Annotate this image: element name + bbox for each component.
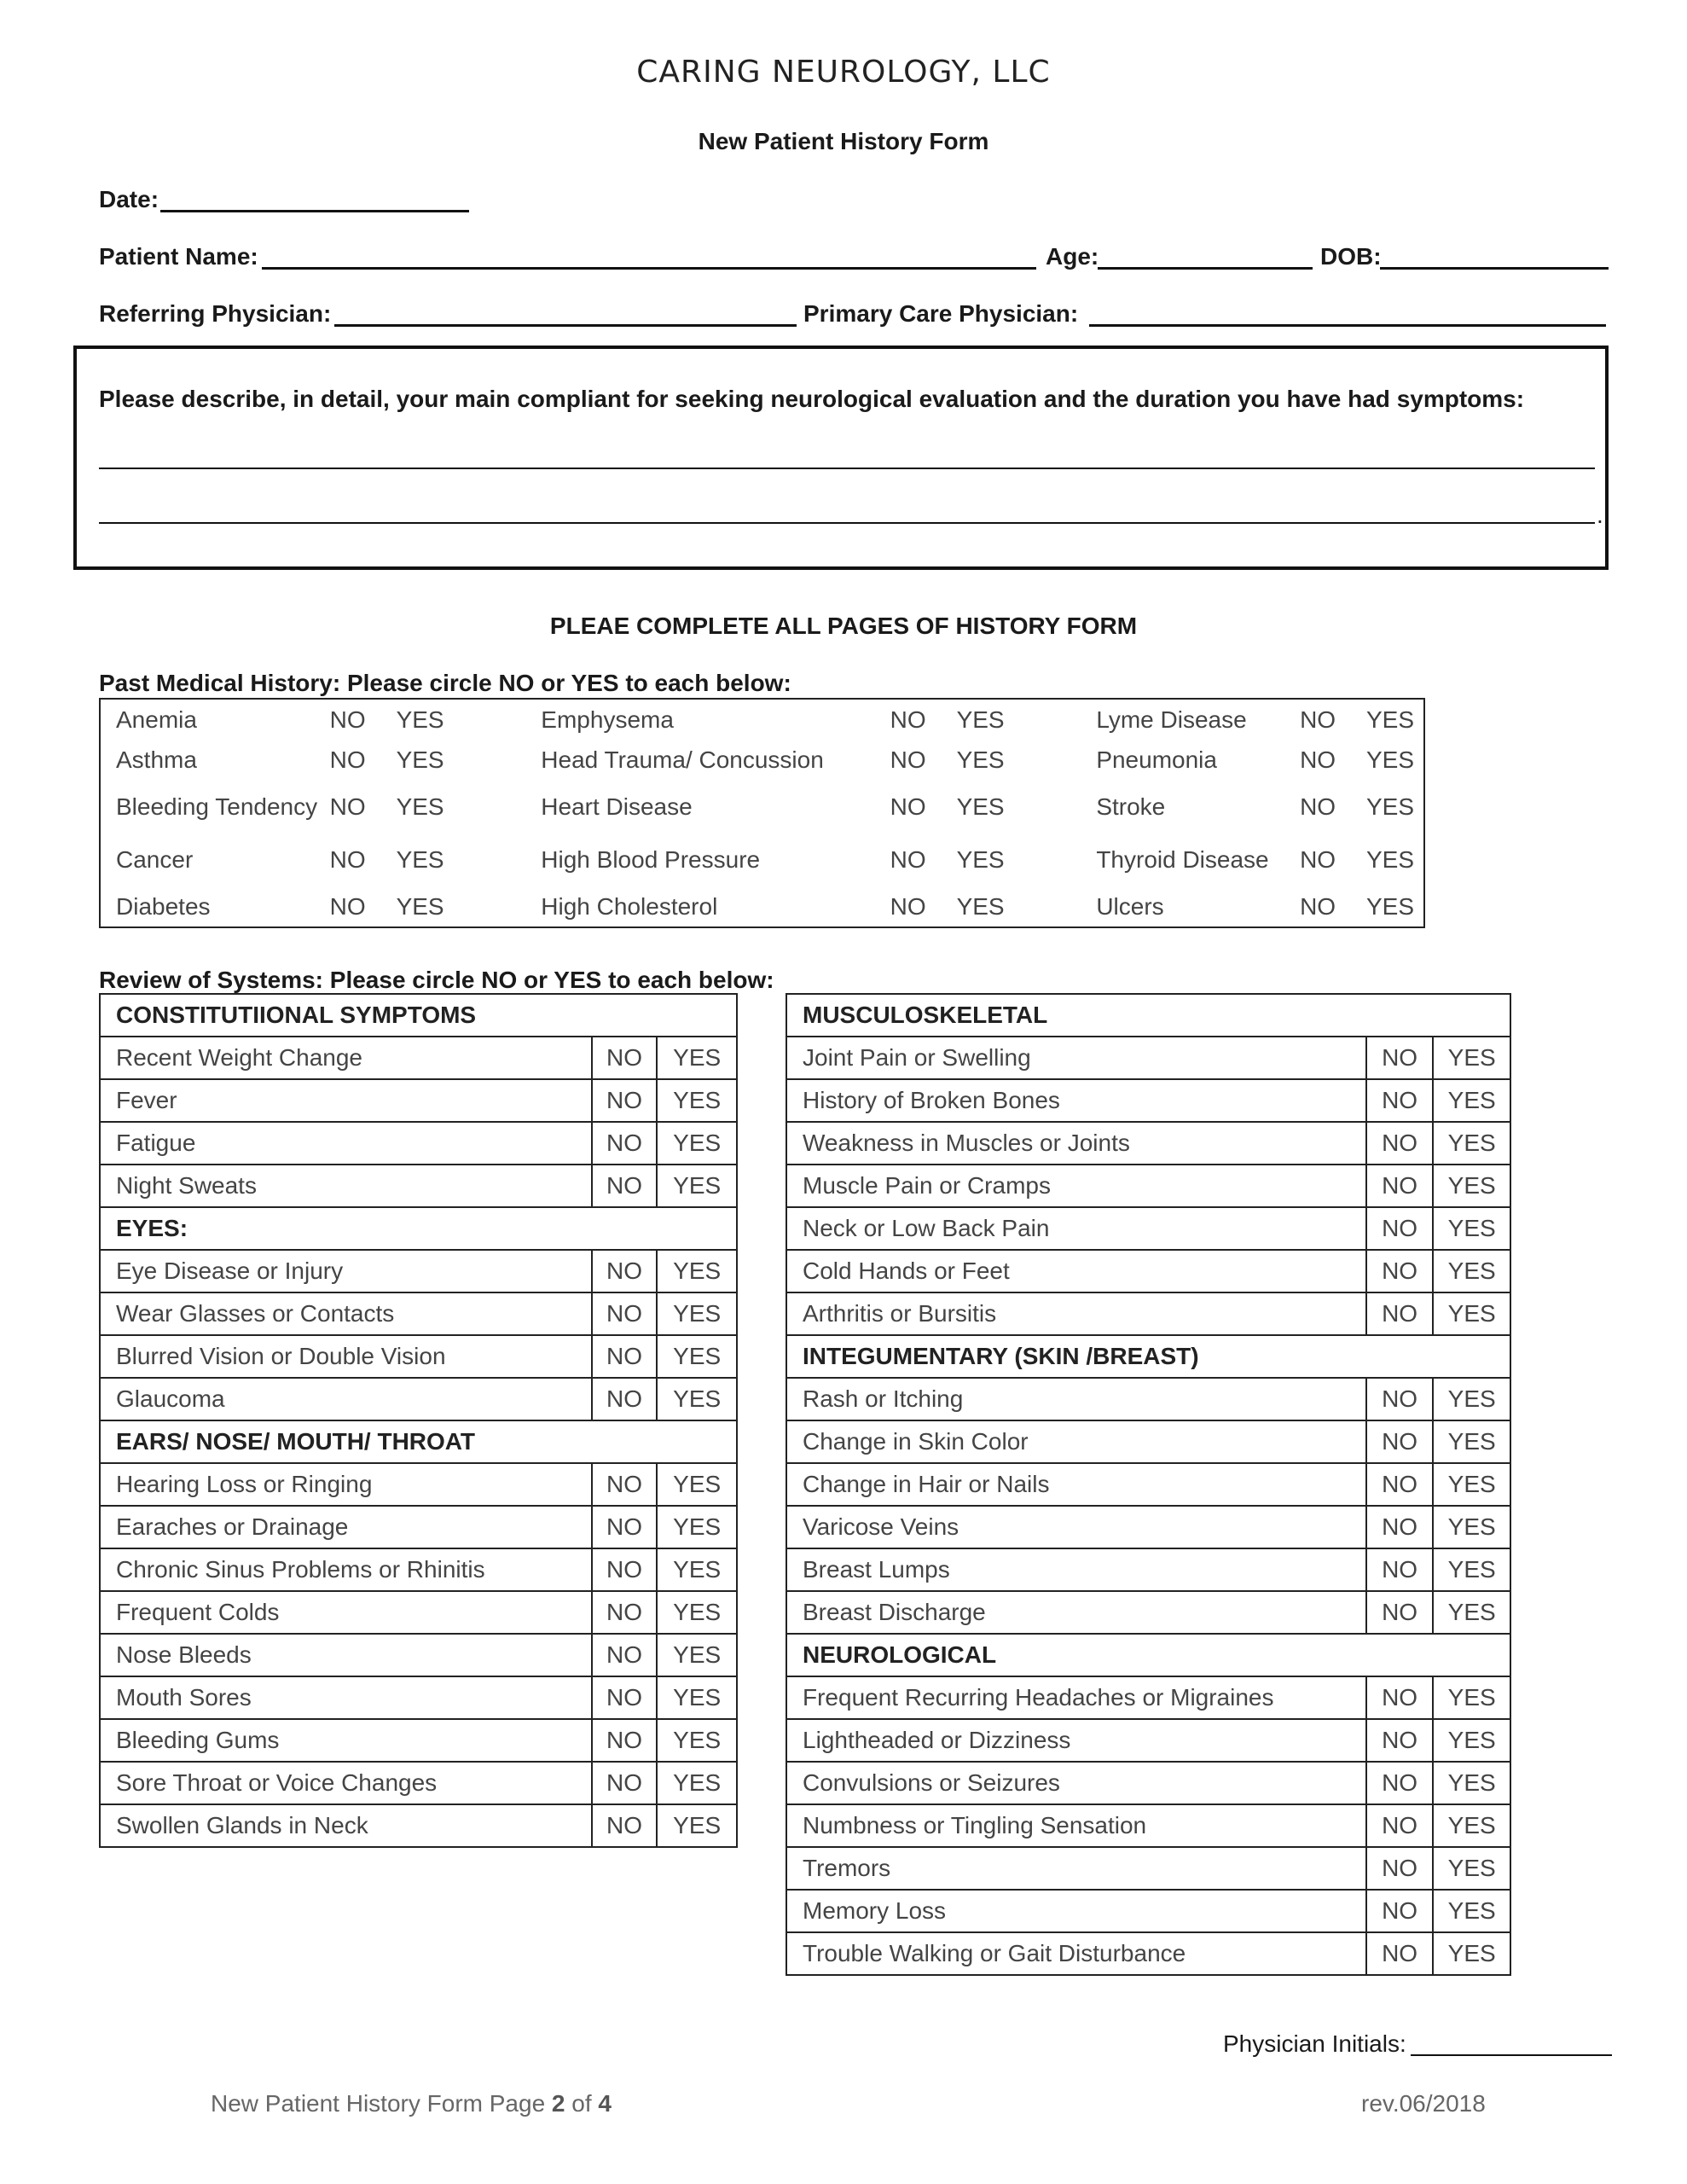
date-label: Date: xyxy=(99,186,159,212)
no-option[interactable]: NO xyxy=(329,846,366,873)
ros-row xyxy=(100,1079,737,1122)
ros-symptom-label: Chronic Sinus Problems or Rhinitis xyxy=(100,1548,592,1591)
yes-option[interactable]: YES xyxy=(1433,1548,1510,1591)
complaint-line-2[interactable] xyxy=(99,522,1595,524)
past-medical-history-title: Past Medical History: Please circle NO or YES to each below: xyxy=(99,670,791,696)
no-option[interactable]: NO xyxy=(1300,892,1336,920)
yes-option[interactable]: YES xyxy=(657,1378,737,1420)
ros-row xyxy=(100,1548,737,1591)
ros-row xyxy=(100,1037,737,1079)
ros-symptom-label: Nose Bleeds xyxy=(100,1634,592,1676)
ros-section-header: EARS/ NOSE/ MOUTH/ THROAT xyxy=(100,1420,737,1463)
pmh-row xyxy=(100,886,1424,927)
patient-name-label: Patient Name: xyxy=(99,243,258,270)
pmh-condition-label: Asthma xyxy=(116,746,197,773)
ros-row xyxy=(786,1165,1510,1207)
no-option[interactable]: NO xyxy=(329,793,366,820)
ros-symptom-label: Tremors xyxy=(786,1847,1366,1890)
ros-symptom-label: Change in Skin Color xyxy=(786,1420,1366,1463)
ros-symptom-label: Trouble Walking or Gait Disturbance xyxy=(786,1932,1366,1975)
pmh-condition-label: Pneumonia xyxy=(1096,746,1217,773)
yes-option[interactable]: YES xyxy=(657,1591,737,1634)
no-option[interactable]: NO xyxy=(1300,846,1336,873)
date-field[interactable] xyxy=(160,210,469,212)
yes-option[interactable]: YES xyxy=(1433,1463,1510,1506)
referring-physician-label: Referring Physician: xyxy=(99,300,332,327)
ros-symptom-label: Arthritis or Bursitis xyxy=(786,1292,1366,1335)
yes-option[interactable]: YES xyxy=(1433,1165,1510,1207)
pmh-condition-label: Thyroid Disease xyxy=(1096,846,1269,873)
ros-row xyxy=(100,1292,737,1335)
no-option[interactable]: NO xyxy=(1366,1890,1434,1932)
ros-symptom-label: Neck or Low Back Pain xyxy=(786,1207,1366,1250)
yes-option[interactable]: YES xyxy=(1365,892,1414,920)
ros-symptom-label: Lightheaded or Dizziness xyxy=(786,1719,1366,1762)
ros-symptom-label: Mouth Sores xyxy=(100,1676,592,1719)
ros-symptom-label: History of Broken Bones xyxy=(786,1079,1366,1122)
ros-left-table xyxy=(99,993,738,1848)
yes-option[interactable]: YES xyxy=(1433,1292,1510,1335)
ros-row xyxy=(786,1506,1510,1548)
ros-row xyxy=(786,1037,1510,1079)
age-field[interactable] xyxy=(1098,267,1313,270)
no-option[interactable]: NO xyxy=(329,746,366,773)
ros-symptom-label: Convulsions or Seizures xyxy=(786,1762,1366,1804)
ros-section-row xyxy=(100,1207,737,1250)
physician-initials-label: Physician Initials: xyxy=(1223,2030,1406,2057)
dob-label: DOB: xyxy=(1320,243,1382,270)
patient-name-field[interactable] xyxy=(262,267,1036,270)
dob-field[interactable] xyxy=(1380,267,1609,270)
yes-option[interactable]: YES xyxy=(396,746,444,773)
yes-option[interactable]: YES xyxy=(657,1804,737,1847)
complaint-line-1[interactable] xyxy=(99,468,1595,469)
page-footer: New Patient History Form Page 2 of 4 xyxy=(211,2090,612,2117)
pmh-condition-label: Bleeding Tendency xyxy=(116,793,318,820)
ros-row xyxy=(786,1292,1510,1335)
yes-option[interactable]: YES xyxy=(1365,793,1414,820)
ros-symptom-label: Fever xyxy=(100,1079,592,1122)
pmh-condition-label: High Blood Pressure xyxy=(541,846,761,873)
pmh-row xyxy=(100,740,1424,781)
ros-symptom-label: Swollen Glands in Neck xyxy=(100,1804,592,1847)
ros-section-header: EYES: xyxy=(100,1207,737,1250)
primary-care-physician-field[interactable] xyxy=(1089,324,1606,327)
complaint-end-mark: . xyxy=(1597,502,1603,528)
no-option[interactable]: NO xyxy=(1366,1079,1434,1122)
no-option[interactable]: NO xyxy=(1366,1804,1434,1847)
ros-row xyxy=(786,1250,1510,1292)
no-option[interactable]: NO xyxy=(1366,1847,1434,1890)
ros-row xyxy=(100,1634,737,1676)
review-of-systems-title: Review of Systems: Please circle NO or YES to each below: xyxy=(99,967,774,993)
ros-row xyxy=(786,1804,1510,1847)
ros-section-row xyxy=(786,994,1510,1037)
yes-option[interactable]: YES xyxy=(1433,1506,1510,1548)
ros-section-row xyxy=(100,994,737,1037)
yes-option[interactable]: YES xyxy=(396,892,444,920)
ros-row xyxy=(100,1335,737,1378)
complete-all-pages-notice: PLEAE COMPLETE ALL PAGES OF HISTORY FORM xyxy=(549,613,1138,639)
no-option[interactable]: NO xyxy=(592,1250,658,1292)
ros-row xyxy=(100,1804,737,1847)
no-option[interactable]: NO xyxy=(1366,1548,1434,1591)
ros-symptom-label: Varicose Veins xyxy=(786,1506,1366,1548)
no-option[interactable]: NO xyxy=(592,1292,658,1335)
no-option[interactable]: NO xyxy=(1366,1676,1434,1719)
yes-option[interactable]: YES xyxy=(1433,1847,1510,1890)
no-option[interactable]: NO xyxy=(592,1122,658,1165)
pmh-row xyxy=(100,699,1424,740)
no-option[interactable]: NO xyxy=(329,892,366,920)
ros-symptom-label: Hearing Loss or Ringing xyxy=(100,1463,592,1506)
ros-symptom-label: Rash or Itching xyxy=(786,1378,1366,1420)
no-option[interactable]: NO xyxy=(1366,1122,1434,1165)
no-option[interactable]: NO xyxy=(1366,1762,1434,1804)
yes-option[interactable]: YES xyxy=(1433,1719,1510,1762)
no-option[interactable]: NO xyxy=(1366,1463,1434,1506)
yes-option[interactable]: YES xyxy=(1365,746,1414,773)
yes-option[interactable]: YES xyxy=(657,1335,737,1378)
yes-option[interactable]: YES xyxy=(657,1037,737,1079)
ros-row xyxy=(786,1932,1510,1975)
physician-initials-field[interactable] xyxy=(1411,2054,1612,2056)
ros-row xyxy=(100,1165,737,1207)
no-option[interactable]: NO xyxy=(1366,1165,1434,1207)
ros-section-header: MUSCULOSKELETAL xyxy=(786,994,1510,1037)
ros-symptom-label: Recent Weight Change xyxy=(100,1037,592,1079)
complaint-box xyxy=(73,346,1609,570)
yes-option[interactable]: YES xyxy=(1433,1207,1510,1250)
revision-label: rev.06/2018 xyxy=(1361,2090,1486,2117)
yes-option[interactable]: YES xyxy=(1433,1420,1510,1463)
yes-option[interactable]: YES xyxy=(1433,1804,1510,1847)
ros-symptom-label: Frequent Recurring Headaches or Migraines xyxy=(786,1676,1366,1719)
ros-row xyxy=(786,1676,1510,1719)
pmh-condition-label: Anemia xyxy=(116,706,197,733)
yes-option[interactable]: YES xyxy=(657,1165,737,1207)
ros-row xyxy=(786,1890,1510,1932)
ros-symptom-label: Earaches or Drainage xyxy=(100,1506,592,1548)
primary-care-physician-label: Primary Care Physician: xyxy=(803,300,1079,327)
pmh-condition-label: Heart Disease xyxy=(541,793,693,820)
ros-symptom-label: Cold Hands or Feet xyxy=(786,1250,1366,1292)
ros-row xyxy=(786,1847,1510,1890)
no-option[interactable]: NO xyxy=(1366,1207,1434,1250)
pmh-row xyxy=(100,834,1424,886)
ros-symptom-label: Change in Hair or Nails xyxy=(786,1463,1366,1506)
yes-option[interactable]: YES xyxy=(657,1079,737,1122)
yes-option[interactable]: YES xyxy=(1433,1122,1510,1165)
yes-option[interactable]: YES xyxy=(1433,1932,1510,1975)
referring-physician-field[interactable] xyxy=(334,324,797,327)
yes-option[interactable]: YES xyxy=(396,846,444,873)
yes-option[interactable]: YES xyxy=(1433,1591,1510,1634)
ros-row xyxy=(100,1591,737,1634)
ros-section-row xyxy=(100,1420,737,1463)
yes-option[interactable]: YES xyxy=(657,1292,737,1335)
yes-option[interactable]: YES xyxy=(657,1506,737,1548)
yes-option[interactable]: YES xyxy=(657,1762,737,1804)
yes-option[interactable]: YES xyxy=(956,846,1005,873)
ros-symptom-label: Joint Pain or Swelling xyxy=(786,1037,1366,1079)
no-option[interactable]: NO xyxy=(890,706,926,733)
ros-section-row xyxy=(786,1335,1510,1378)
ros-symptom-label: Weakness in Muscles or Joints xyxy=(786,1122,1366,1165)
ros-symptom-label: Blurred Vision or Double Vision xyxy=(100,1335,592,1378)
pmh-row xyxy=(100,781,1424,834)
yes-option[interactable]: YES xyxy=(657,1250,737,1292)
no-option[interactable]: NO xyxy=(890,846,926,873)
ros-symptom-label: Memory Loss xyxy=(786,1890,1366,1932)
age-label: Age: xyxy=(1046,243,1099,270)
ros-row xyxy=(786,1762,1510,1804)
yes-option[interactable]: YES xyxy=(1433,1676,1510,1719)
ros-row xyxy=(786,1122,1510,1165)
pmh-condition-label: Diabetes xyxy=(116,892,211,920)
ros-symptom-label: Numbness or Tingling Sensation xyxy=(786,1804,1366,1847)
no-option[interactable]: NO xyxy=(592,1804,658,1847)
no-option[interactable]: NO xyxy=(1366,1420,1434,1463)
ros-section-header: CONSTITUTIIONAL SYMPTOMS xyxy=(100,994,737,1037)
ros-symptom-label: Glaucoma xyxy=(100,1378,592,1420)
form-title: New Patient History Form xyxy=(698,128,989,154)
ros-right-table xyxy=(786,993,1511,1976)
yes-option[interactable]: YES xyxy=(657,1548,737,1591)
yes-option[interactable]: YES xyxy=(396,706,444,733)
ros-symptom-label: Eye Disease or Injury xyxy=(100,1250,592,1292)
yes-option[interactable]: YES xyxy=(1365,846,1414,873)
yes-option[interactable]: YES xyxy=(1433,1079,1510,1122)
no-option[interactable]: NO xyxy=(1366,1292,1434,1335)
yes-option[interactable]: YES xyxy=(956,793,1005,820)
no-option[interactable]: NO xyxy=(890,793,926,820)
no-option[interactable]: NO xyxy=(1366,1506,1434,1548)
no-option[interactable]: NO xyxy=(592,1506,658,1548)
pmh-condition-label: Stroke xyxy=(1096,793,1166,820)
yes-option[interactable]: YES xyxy=(956,706,1005,733)
no-option[interactable]: NO xyxy=(592,1079,658,1122)
yes-option[interactable]: YES xyxy=(657,1719,737,1762)
no-option[interactable]: NO xyxy=(592,1548,658,1591)
page-current: 2 xyxy=(551,2090,565,2117)
no-option[interactable]: NO xyxy=(329,706,366,733)
no-option[interactable]: NO xyxy=(1300,746,1336,773)
pmh-condition-label: Head Trauma/ Concussion xyxy=(541,746,824,773)
yes-option[interactable]: YES xyxy=(657,1634,737,1676)
ros-row xyxy=(786,1420,1510,1463)
no-option[interactable]: NO xyxy=(592,1037,658,1079)
no-option[interactable]: NO xyxy=(592,1676,658,1719)
no-option[interactable]: NO xyxy=(592,1719,658,1762)
no-option[interactable]: NO xyxy=(890,746,926,773)
ros-symptom-label: Breast Lumps xyxy=(786,1548,1366,1591)
no-option[interactable]: NO xyxy=(1300,793,1336,820)
no-option[interactable]: NO xyxy=(1300,706,1336,733)
yes-option[interactable]: YES xyxy=(1433,1037,1510,1079)
pmh-condition-label: High Cholesterol xyxy=(541,892,718,920)
page-total: 4 xyxy=(598,2090,612,2117)
ros-row xyxy=(100,1676,737,1719)
ros-symptom-label: Frequent Colds xyxy=(100,1591,592,1634)
ros-row xyxy=(786,1719,1510,1762)
company-name: CARING NEUROLOGY, LLC xyxy=(636,55,1051,90)
ros-symptom-label: Wear Glasses or Contacts xyxy=(100,1292,592,1335)
no-option[interactable]: NO xyxy=(592,1165,658,1207)
complaint-question: Please describe, in detail, your main compliant for seeking neurological evaluation and the duration you have had symptoms: xyxy=(99,386,1525,412)
past-medical-history-table xyxy=(99,698,1425,928)
yes-option[interactable]: YES xyxy=(657,1122,737,1165)
ros-symptom-label: Muscle Pain or Cramps xyxy=(786,1165,1366,1207)
ros-row xyxy=(100,1719,737,1762)
ros-row xyxy=(786,1548,1510,1591)
ros-row xyxy=(786,1378,1510,1420)
ros-row xyxy=(786,1079,1510,1122)
no-option[interactable]: NO xyxy=(1366,1378,1434,1420)
no-option[interactable]: NO xyxy=(592,1378,658,1420)
yes-option[interactable]: YES xyxy=(1433,1890,1510,1932)
ros-row xyxy=(100,1378,737,1420)
no-option[interactable]: NO xyxy=(1366,1719,1434,1762)
yes-option[interactable]: YES xyxy=(657,1676,737,1719)
yes-option[interactable]: YES xyxy=(657,1463,737,1506)
no-option[interactable]: NO xyxy=(1366,1037,1434,1079)
no-option[interactable]: NO xyxy=(592,1634,658,1676)
ros-symptom-label: Sore Throat or Voice Changes xyxy=(100,1762,592,1804)
ros-symptom-label: Night Sweats xyxy=(100,1165,592,1207)
no-option[interactable]: NO xyxy=(1366,1250,1434,1292)
yes-option[interactable]: YES xyxy=(1433,1762,1510,1804)
pmh-condition-label: Ulcers xyxy=(1096,892,1164,920)
ros-row xyxy=(786,1463,1510,1506)
no-option[interactable]: NO xyxy=(592,1762,658,1804)
no-option[interactable]: NO xyxy=(592,1335,658,1378)
ros-row xyxy=(100,1506,737,1548)
no-option[interactable]: NO xyxy=(1366,1591,1434,1634)
ros-symptom-label: Breast Discharge xyxy=(786,1591,1366,1634)
yes-option[interactable]: YES xyxy=(956,746,1005,773)
pmh-condition-label: Lyme Disease xyxy=(1096,706,1247,733)
no-option[interactable]: NO xyxy=(592,1463,658,1506)
ros-symptom-label: Bleeding Gums xyxy=(100,1719,592,1762)
ros-section-header: INTEGUMENTARY (SKIN /BREAST) xyxy=(786,1335,1510,1378)
pmh-condition-label: Emphysema xyxy=(541,706,674,733)
ros-row xyxy=(100,1463,737,1506)
ros-row xyxy=(100,1762,737,1804)
no-option[interactable]: NO xyxy=(1366,1932,1434,1975)
yes-option[interactable]: YES xyxy=(956,892,1005,920)
yes-option[interactable]: YES xyxy=(1433,1378,1510,1420)
ros-row xyxy=(100,1250,737,1292)
ros-symptom-label: Fatigue xyxy=(100,1122,592,1165)
ros-row xyxy=(786,1591,1510,1634)
yes-option[interactable]: YES xyxy=(1433,1250,1510,1292)
ros-section-header: NEUROLOGICAL xyxy=(786,1634,1510,1676)
yes-option[interactable]: YES xyxy=(396,793,444,820)
no-option[interactable]: NO xyxy=(592,1591,658,1634)
no-option[interactable]: NO xyxy=(890,892,926,920)
yes-option[interactable]: YES xyxy=(1365,706,1414,733)
pmh-condition-label: Cancer xyxy=(116,846,194,873)
ros-row xyxy=(100,1122,737,1165)
ros-section-row xyxy=(786,1634,1510,1676)
ros-row xyxy=(786,1207,1510,1250)
